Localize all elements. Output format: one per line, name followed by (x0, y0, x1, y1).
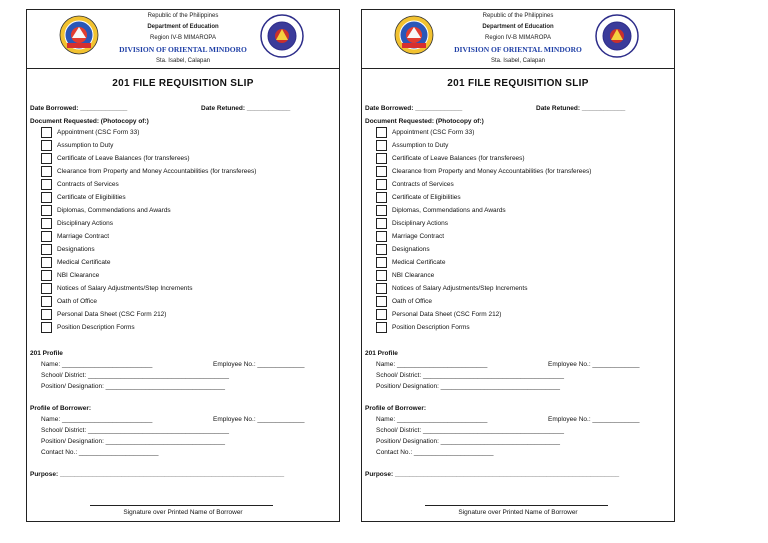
header-region: Region IV-B MIMAROPA (150, 35, 216, 41)
signature-line[interactable] (90, 505, 273, 506)
document-checkbox[interactable] (41, 166, 52, 177)
header-address: Sta. Isabel, Calapan (155, 58, 211, 64)
document-checkbox[interactable] (376, 127, 387, 138)
purpose-field[interactable]: Purpose: ______________________________________________________________ (365, 471, 620, 478)
document-checkbox[interactable] (41, 283, 52, 294)
document-label: Assumption to Duty (57, 142, 114, 149)
document-checkbox[interactable] (41, 179, 52, 190)
slip-title: 201 FILE REQUISITION SLIP (112, 78, 254, 89)
document-label: Certificate of Leave Balances (for transferees) (392, 155, 525, 162)
borrower-employee-no-field[interactable]: Employee No.: _____________ (548, 416, 640, 423)
borrower-name-field[interactable]: Name: _________________________ (376, 416, 488, 423)
document-label: Medical Certificate (57, 259, 111, 266)
requisition-slip-right (361, 9, 675, 522)
document-checkbox[interactable] (376, 153, 387, 164)
letterhead (362, 10, 674, 69)
header-division: DIVISION OF ORIENTAL MINDORO (454, 45, 582, 54)
profile-school-field[interactable]: School/ District: _______________________________________ (41, 372, 229, 379)
document-label: Certificate of Leave Balances (for transferees) (57, 155, 190, 162)
document-label: Personal Data Sheet (CSC Form 212) (392, 311, 502, 318)
purpose-field[interactable]: Purpose: ______________________________________________________________ (30, 471, 285, 478)
borrower-employee-no-field[interactable]: Employee No.: _____________ (213, 416, 305, 423)
header-department: Department of Education (147, 24, 219, 30)
borrower-school-field[interactable]: School/ District: _______________________________________ (41, 427, 229, 434)
date-borrowed-field[interactable]: Date Borrowed: _____________ (30, 105, 128, 112)
profile-school-field[interactable]: School/ District: _______________________________________ (376, 372, 564, 379)
signature-caption: Signature over Printed Name of Borrower (123, 509, 243, 516)
document-label: Contracts of Services (57, 181, 119, 188)
profile-name-field[interactable]: Name: _________________________ (376, 361, 488, 368)
document-checkbox[interactable] (376, 192, 387, 203)
header-region: Region IV-B MIMAROPA (485, 35, 551, 41)
document-label: Appointment (CSC Form 33) (57, 129, 140, 136)
document-label: Position Description Forms (57, 324, 135, 331)
document-checkbox[interactable] (376, 270, 387, 281)
borrower-heading: Profile of Borrower: (365, 405, 427, 412)
document-checkbox[interactable] (376, 283, 387, 294)
profile-employee-no-field[interactable]: Employee No.: _____________ (213, 361, 305, 368)
borrower-school-field[interactable]: School/ District: _______________________________________ (376, 427, 564, 434)
document-checkbox[interactable] (41, 140, 52, 151)
header-address: Sta. Isabel, Calapan (490, 58, 546, 64)
documents-heading: Document Requested: (Photocopy of:) (30, 118, 149, 125)
borrower-contact-field[interactable]: Contact No.: ______________________ (376, 449, 494, 456)
document-checkbox[interactable] (41, 231, 52, 242)
document-label: Marriage Contract (392, 233, 445, 240)
header-republic: Republic of the Philippines (147, 13, 219, 19)
header-division: DIVISION OF ORIENTAL MINDORO (119, 45, 247, 54)
date-returned-field[interactable]: Date Retuned: ____________ (536, 105, 626, 112)
document-checkbox[interactable] (376, 166, 387, 177)
date-returned-field[interactable]: Date Retuned: ____________ (201, 105, 291, 112)
document-checkbox[interactable] (376, 322, 387, 333)
borrower-position-field[interactable]: Position/ Designation: _________________________________ (376, 438, 560, 445)
document-checkbox[interactable] (41, 153, 52, 164)
slip-title: 201 FILE REQUISITION SLIP (447, 78, 589, 89)
document-label: Position Description Forms (392, 324, 470, 331)
borrower-heading: Profile of Borrower: (30, 405, 92, 412)
date-borrowed-field[interactable]: Date Borrowed: _____________ (365, 105, 463, 112)
profile-position-field[interactable]: Position/ Designation: _________________________________ (376, 383, 560, 390)
signature-line[interactable] (425, 505, 608, 506)
document-label: Disciplinary Actions (392, 220, 448, 227)
document-checkbox[interactable] (376, 309, 387, 320)
document-label: Personal Data Sheet (CSC Form 212) (57, 311, 167, 318)
document-checkbox[interactable] (41, 127, 52, 138)
header-department: Department of Education (482, 24, 554, 30)
document-label: Diplomas, Commendations and Awards (392, 207, 506, 214)
document-checkbox[interactable] (41, 205, 52, 216)
document-checkbox[interactable] (376, 218, 387, 229)
document-checkbox[interactable] (376, 244, 387, 255)
document-label: Oath of Office (392, 298, 432, 305)
document-checkbox[interactable] (376, 296, 387, 307)
requisition-slip-left (26, 9, 340, 522)
document-checkbox[interactable] (41, 296, 52, 307)
document-checkbox[interactable] (376, 257, 387, 268)
documents-heading: Document Requested: (Photocopy of:) (365, 118, 484, 125)
document-label: NBI Clearance (392, 272, 435, 279)
profile-heading: 201 Profile (30, 350, 63, 357)
document-label: Notices of Salary Adjustments/Step Increments (57, 285, 193, 292)
document-checkbox[interactable] (376, 231, 387, 242)
document-label: Certificate of Eligibilities (392, 194, 461, 201)
document-checkbox[interactable] (41, 257, 52, 268)
letterhead (27, 10, 339, 69)
borrower-position-field[interactable]: Position/ Designation: _________________________________ (41, 438, 225, 445)
borrower-name-field[interactable]: Name: _________________________ (41, 416, 153, 423)
document-checkbox[interactable] (41, 244, 52, 255)
borrower-contact-field[interactable]: Contact No.: ______________________ (41, 449, 159, 456)
profile-name-field[interactable]: Name: _________________________ (41, 361, 153, 368)
document-label: Notices of Salary Adjustments/Step Increments (392, 285, 528, 292)
document-label: Disciplinary Actions (57, 220, 113, 227)
document-checkbox[interactable] (41, 322, 52, 333)
document-checkbox[interactable] (376, 179, 387, 190)
document-checkbox[interactable] (41, 218, 52, 229)
profile-heading: 201 Profile (365, 350, 398, 357)
document-label: Diplomas, Commendations and Awards (57, 207, 171, 214)
header-republic: Republic of the Philippines (482, 13, 554, 19)
document-label: Oath of Office (57, 298, 97, 305)
document-checkbox[interactable] (376, 205, 387, 216)
profile-employee-no-field[interactable]: Employee No.: _____________ (548, 361, 640, 368)
document-label: Clearance from Property and Money Accountabilities (for transferees) (392, 168, 592, 175)
document-label: Marriage Contract (57, 233, 110, 240)
document-label: Appointment (CSC Form 33) (392, 129, 475, 136)
document-checkbox[interactable] (41, 309, 52, 320)
document-checkbox[interactable] (41, 192, 52, 203)
document-label: Designations (57, 246, 95, 253)
signature-caption: Signature over Printed Name of Borrower (458, 509, 578, 516)
profile-position-field[interactable]: Position/ Designation: _________________________________ (41, 383, 225, 390)
document-label: Assumption to Duty (392, 142, 449, 149)
document-label: NBI Clearance (57, 272, 100, 279)
document-checkbox[interactable] (41, 270, 52, 281)
document-label: Medical Certificate (392, 259, 446, 266)
document-label: Contracts of Services (392, 181, 454, 188)
document-checkbox[interactable] (376, 140, 387, 151)
document-label: Designations (392, 246, 430, 253)
document-label: Clearance from Property and Money Accountabilities (for transferees) (57, 168, 257, 175)
document-label: Certificate of Eligibilities (57, 194, 126, 201)
